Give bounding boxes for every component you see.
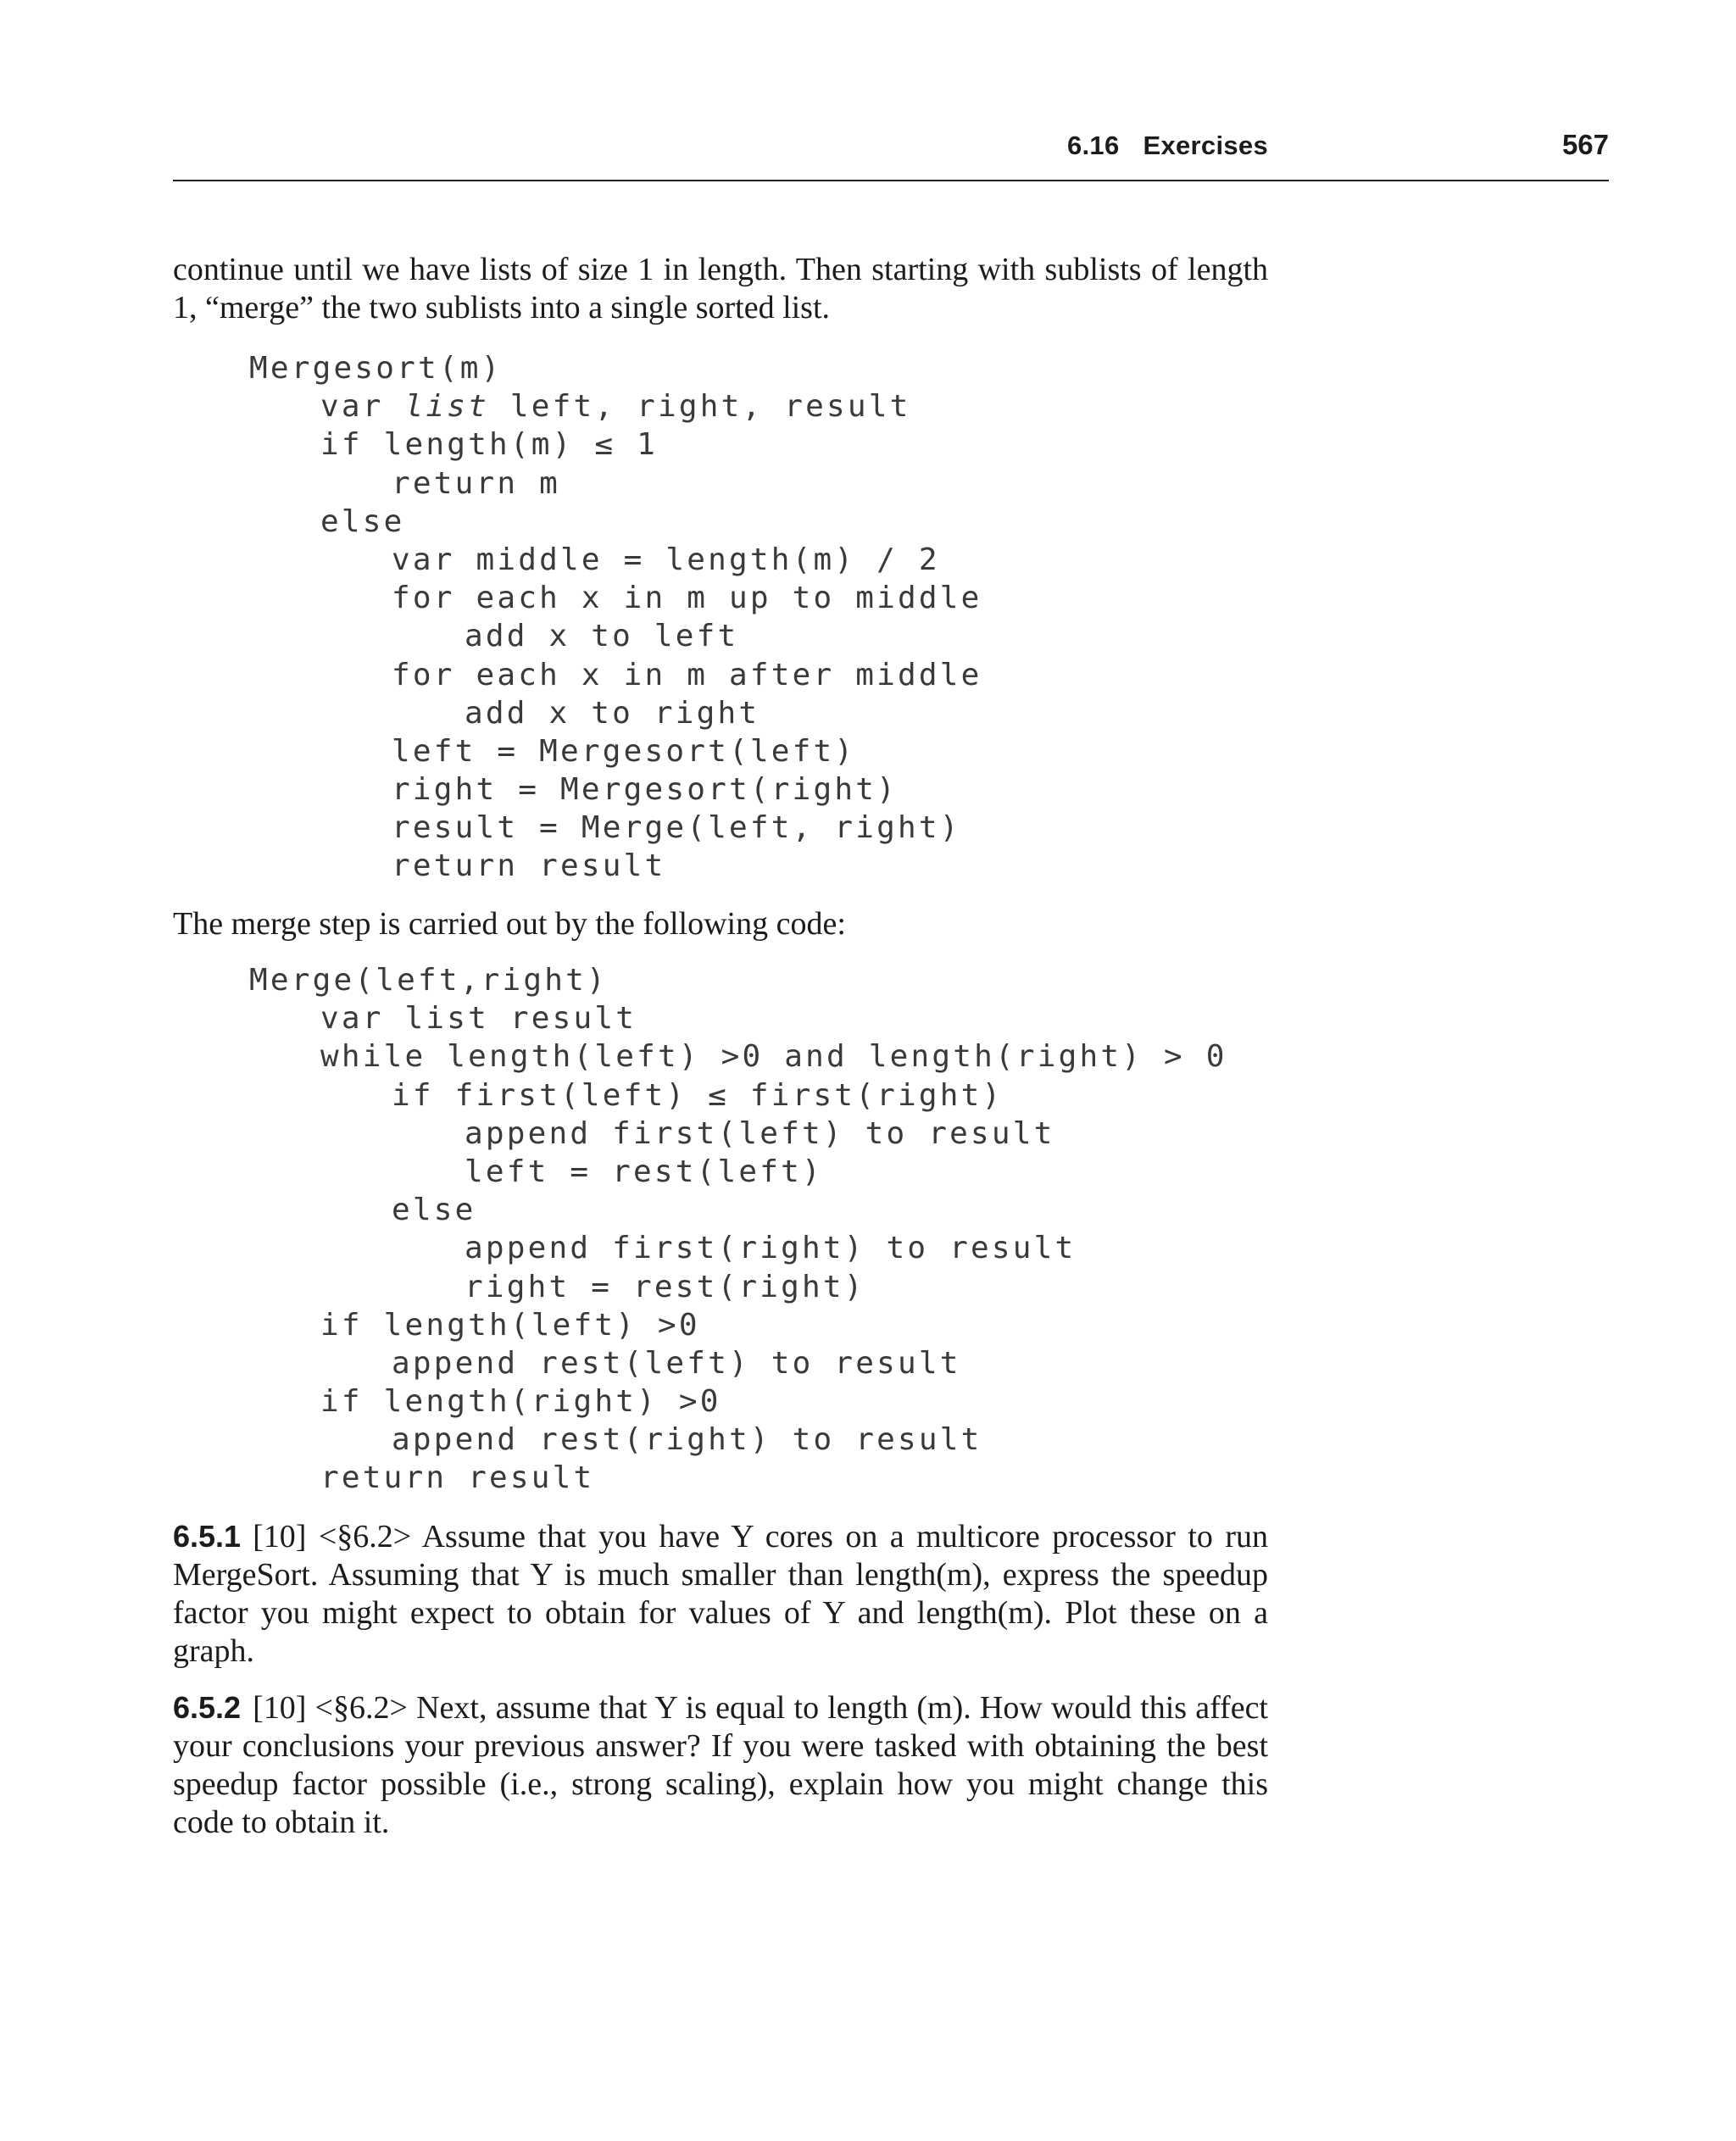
page-number: 567	[1561, 129, 1609, 160]
code-line: if length(m) ≤ 1	[320, 427, 658, 463]
code-line: for each x in m up to middle	[392, 581, 982, 616]
code-keyword: var	[320, 389, 405, 425]
code-line: else	[392, 1193, 476, 1228]
section-heading	[1067, 131, 1268, 161]
code-line: Mergesort(m)	[249, 351, 503, 386]
section-title: Exercises	[1143, 131, 1268, 160]
merge-code-block	[249, 961, 1227, 1498]
code-line: if first(left) ≤ first(right)	[392, 1077, 1004, 1113]
code-line: return m	[392, 465, 560, 501]
code-line: return result	[392, 848, 666, 884]
code-line: var middle = length(m) / 2	[392, 542, 940, 577]
section-number: 6.16	[1066, 131, 1120, 160]
code-line: right = rest(right)	[465, 1269, 865, 1304]
exercise-text: [10] <§6.2> Next, assume that Y is equal to length (m). How would this affect your conclusions your previous answer? If you were tasked with obtaining the best speedup factor possible (i.e., strong scaling), explain how you might change this code to obtain it.	[173, 1690, 1268, 1840]
code-line: left = rest(left)	[465, 1154, 823, 1189]
exercise-6-5-1	[173, 1517, 1268, 1671]
code-line	[249, 387, 982, 425]
code-line: append rest(left) to result	[392, 1345, 961, 1381]
code-line: result = Merge(left, right)	[392, 810, 961, 846]
running-header	[173, 127, 1609, 181]
code-line: else	[320, 503, 405, 539]
code-line: if length(right) >0	[320, 1384, 721, 1420]
code-line: for each x in m after middle	[392, 657, 982, 692]
code-type-italic: list	[404, 389, 489, 425]
code-line: Merge(left,right)	[249, 963, 608, 998]
code-line: right = Mergesort(right)	[392, 772, 898, 808]
code-line: add x to left	[465, 619, 739, 654]
code-line: append rest(right) to result	[392, 1422, 982, 1458]
code-line: append first(right) to result	[465, 1231, 1077, 1266]
code-line: while length(left) >0 and length(right) > 0	[320, 1039, 1227, 1075]
code-line: var list result	[320, 1001, 637, 1037]
exercise-6-5-2	[173, 1688, 1268, 1842]
merge-intro-paragraph: The merge step is carried out by the following code:	[173, 906, 846, 942]
code-line: if length(left) >0	[320, 1307, 700, 1343]
mergesort-code-block	[249, 349, 982, 886]
intro-paragraph: continue until we have lists of size 1 in length. Then starting with sublists of length 1, “merge” the two sublists into a single sorted list.	[173, 252, 1268, 325]
exercise-number: 6.5.2	[173, 1690, 242, 1725]
code-line: add x to right	[465, 695, 760, 731]
exercise-number: 6.5.1	[173, 1519, 242, 1554]
code-line: append first(left) to result	[465, 1115, 1055, 1151]
code-line: left = Mergesort(left)	[392, 733, 856, 769]
exercise-text: [10] <§6.2> Assume that you have Y cores on a multicore processor to run MergeSort. Assuming that Y is much smaller than length(m), express the speedup factor you might expect to obtain for values of Y and length(m). Plot these on a graph.	[173, 1519, 1268, 1669]
code-line: return result	[320, 1460, 595, 1496]
code-fragment: left, right, result	[489, 389, 911, 425]
